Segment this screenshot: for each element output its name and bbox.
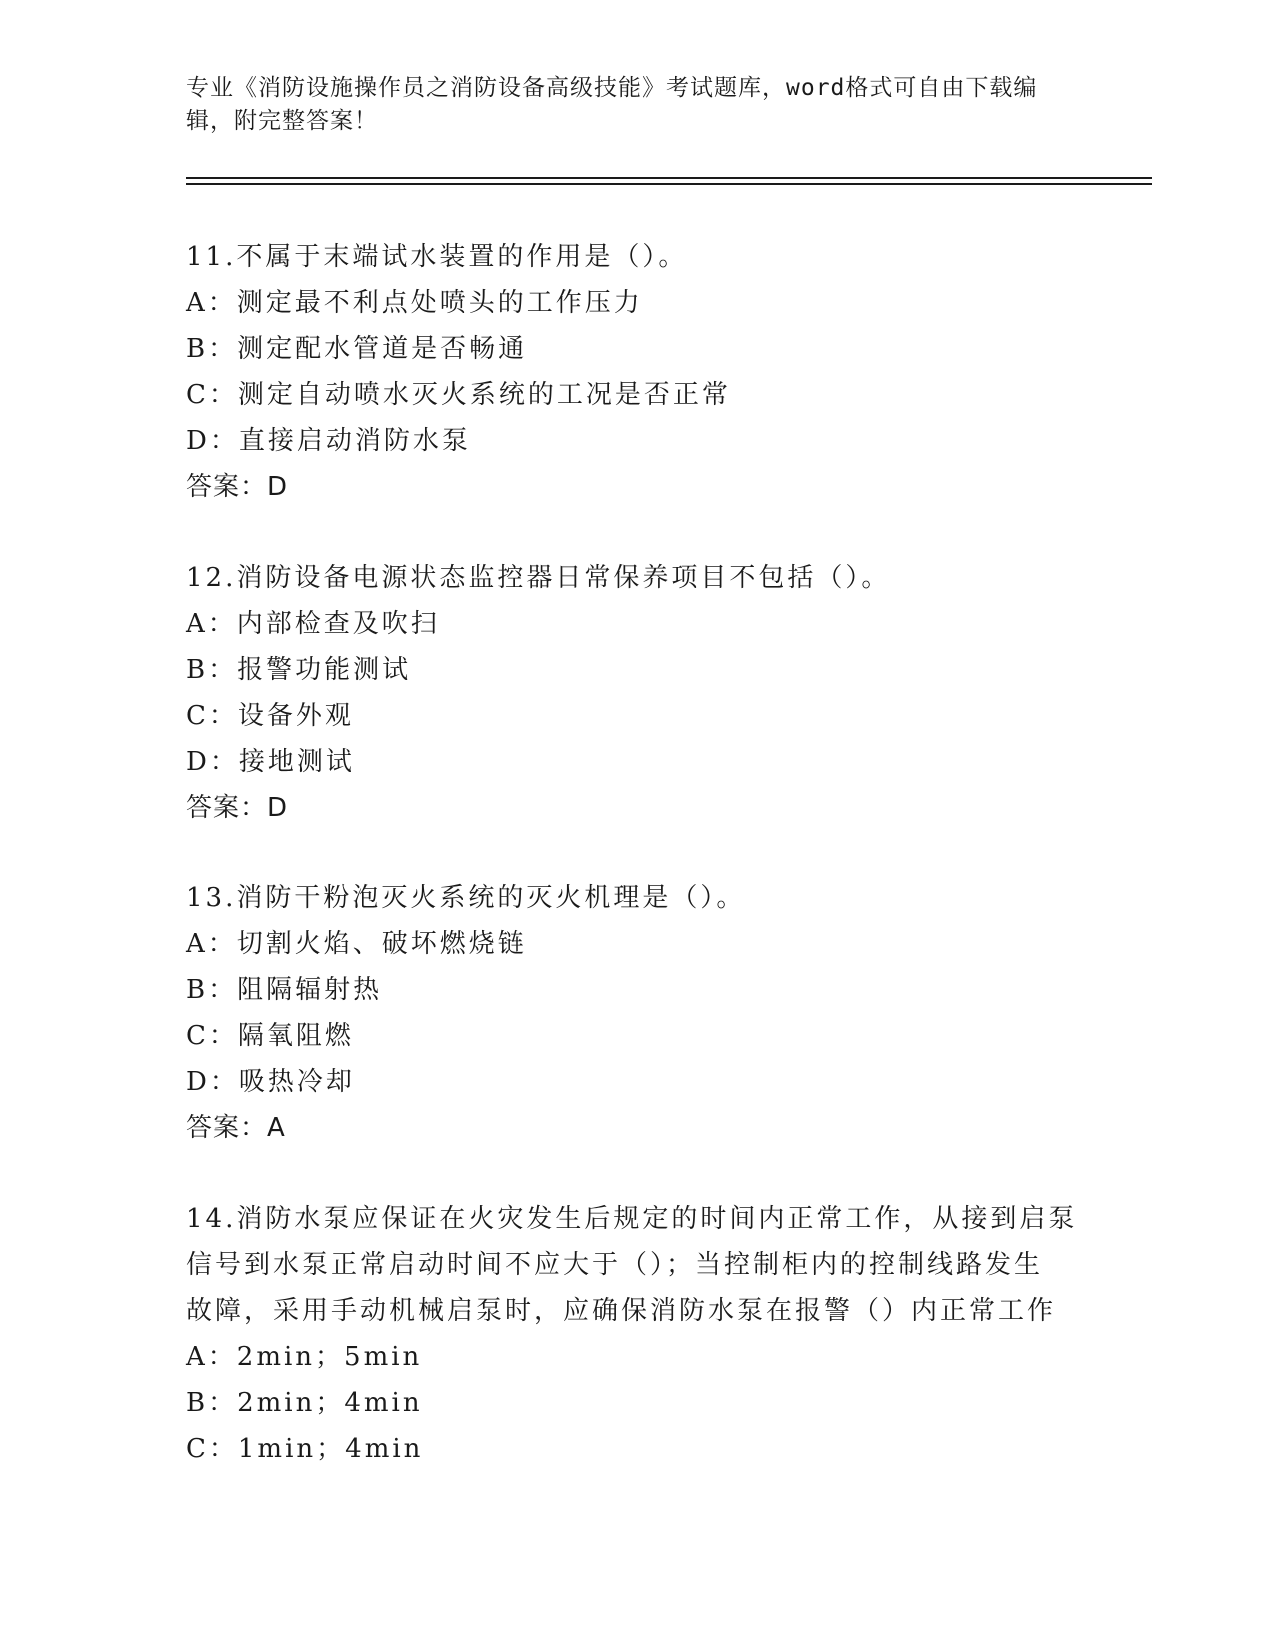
question-14 — [186, 1196, 1086, 1472]
document-header — [186, 72, 1086, 138]
answer: 答案：D — [186, 472, 289, 502]
question-stem-line-2: 信号到水泵正常启动时间不应大于（）；当控制柜内的控制线路发生 — [186, 1250, 1044, 1280]
answer: 答案：A — [186, 1113, 286, 1143]
option-a: A：切割火焰、破坏燃烧链 — [186, 929, 527, 959]
option-b: B：阻隔辐射热 — [186, 975, 383, 1005]
header-line-1: 专业《消防设施操作员之消防设备高级技能》考试题库，word格式可自由下载编 — [186, 75, 1038, 101]
header-divider-bottom — [186, 183, 1152, 185]
question-stem: 11.不属于末端试水装置的作用是（）。 — [186, 242, 688, 272]
question-12 — [186, 555, 1086, 831]
header-divider-top — [186, 177, 1152, 179]
option-c: C：1min；4min — [186, 1434, 424, 1464]
question-11 — [186, 234, 1086, 510]
option-d: D：接地测试 — [186, 747, 355, 777]
option-d: D：吸热冷却 — [186, 1067, 355, 1097]
option-a: A：2min；5min — [186, 1342, 423, 1372]
option-c: C：隔氧阻燃 — [186, 1021, 354, 1051]
option-b: B：2min；4min — [186, 1388, 423, 1418]
answer: 答案：D — [186, 793, 289, 823]
option-b: B：测定配水管道是否畅通 — [186, 334, 528, 364]
option-d: D：直接启动消防水泵 — [186, 426, 471, 456]
option-a: A：测定最不利点处喷头的工作压力 — [186, 288, 643, 318]
option-c: C：设备外观 — [186, 701, 354, 731]
header-line-2: 辑，附完整答案！ — [186, 108, 378, 134]
option-b: B：报警功能测试 — [186, 655, 412, 685]
question-stem: 13.消防干粉泡灭火系统的灭火机理是（）。 — [186, 883, 746, 913]
option-a: A：内部检查及吹扫 — [186, 609, 440, 639]
option-c: C：测定自动喷水灭火系统的工况是否正常 — [186, 380, 731, 410]
question-stem-line-3: 故障，采用手动机械启泵时，应确保消防水泵在报警（）内正常工作 — [186, 1296, 1057, 1326]
question-stem-line-1: 14.消防水泵应保证在火灾发生后规定的时间内正常工作，从接到启泵 — [186, 1204, 1078, 1234]
question-13 — [186, 875, 1086, 1151]
question-stem: 12.消防设备电源状态监控器日常保养项目不包括（）。 — [186, 563, 891, 593]
